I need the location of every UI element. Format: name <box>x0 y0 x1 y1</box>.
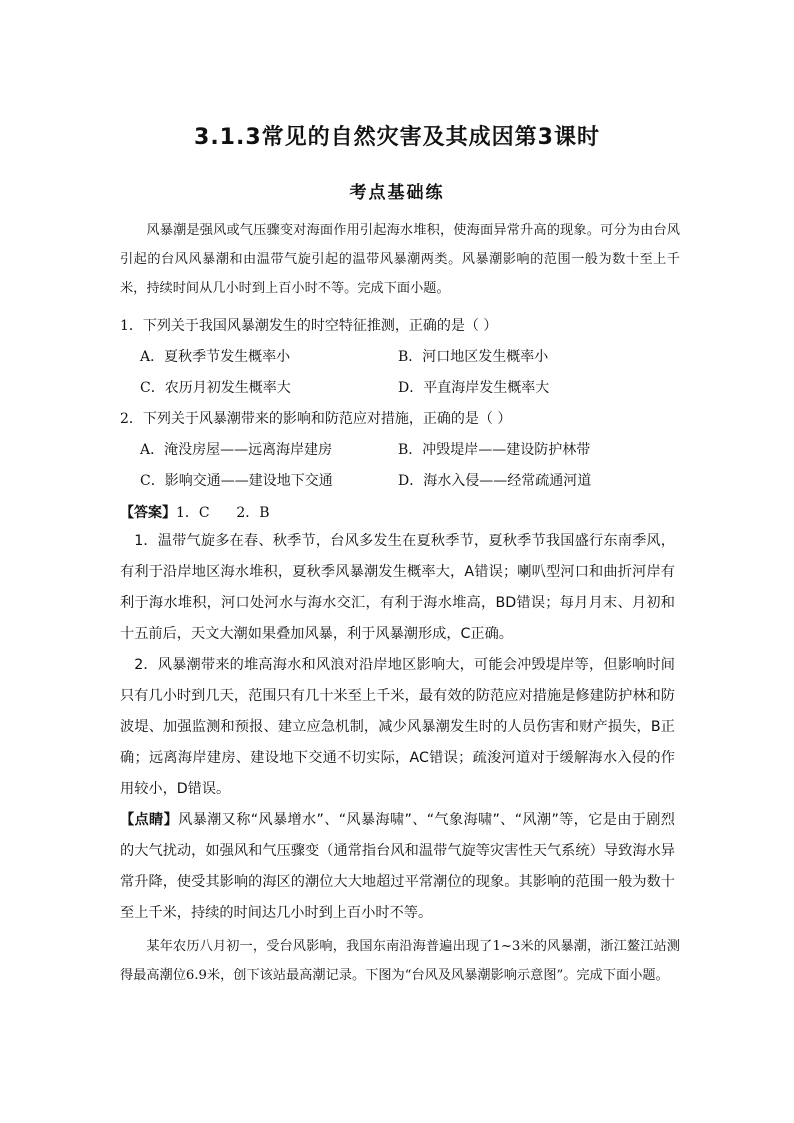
question-2-option-d: D．海水入侵——经常疏通河道 <box>398 473 592 489</box>
question-2-option-b: B．冲毁堤岸——建设防护林带 <box>398 442 591 458</box>
question-2-stem: 2．下列关于风暴潮带来的影响和防范应对措施，正确的是（ ） <box>120 411 512 427</box>
answer-label: 【答案】 <box>120 505 176 521</box>
question-1-stem: 1．下列关于我国风暴潮发生的时空特征推测，正确的是（ ） <box>120 318 498 334</box>
explanation-2: 2．风暴潮带来的堆高海水和风浪对沿岸地区影响大，可能会冲毁堤岸等，但影响时间只有几小时到几天，范围只有几十米至上千米，最有效的防范应对措施是修建防护林和防波堤、加强监测和预报、建立应急机制，减少风暴潮发生时的人员伤害和财产损失，B正确；远离海岸建房、建设地下交通不切实际，AC错误；疏浚河道对于缓解海水入侵的作用较小，D错误。 <box>120 657 675 797</box>
answer-text: 1．C 2．B <box>176 505 270 521</box>
question-1-option-c: C．农历月初发生概率大 <box>140 380 291 396</box>
section-subtitle: 考点基础练 <box>349 183 445 203</box>
explanation-1: 1．温带气旋多在春、秋季节，台风多发生在夏秋季节，夏秋季节我国盛行东南季风，有利于沿岸地区海水堆积，夏秋季风暴潮发生概率大，A错误；喇叭型河口和曲折河岸有利于海水堆积，河口处河水与海水交汇，有利于海水堆高，BD错误；每月月末、月初和十五前后，天文大潮如果叠加风暴，利于风暴潮形成，C正确。 <box>120 533 675 642</box>
reading-passage-2: 某年农历八月初一，受台风影响，我国东南沿海普遍出现了1~3米的风暴潮，浙江鳌江站测得最高潮位6.9米，创下该站最高潮记录。下图为“台风及风暴潮影响示意图”。完成下面小题。 <box>120 939 680 983</box>
question-2-option-c: C．影响交通——建设地下交通 <box>140 473 333 489</box>
key-point-label: 【点睛】 <box>120 812 179 828</box>
question-1-option-b: B．河口地区发生概率小 <box>398 349 549 365</box>
reading-passage-1: 风暴潮是强风或气压骤变对海面作用引起海水堆积，使海面异常升高的现象。可分为由台风引起的台风风暴潮和由温带气旋引起的温带风暴潮两类。风暴潮影响的范围一般为数十至上千米，持续时间从几小时到上百小时不等。完成下面小题。 <box>120 223 680 296</box>
key-point-paragraph <box>120 805 675 929</box>
question-2-option-a: A．淹没房屋——远离海岸建房 <box>140 442 333 458</box>
key-point-text: 风暴潮又称“风暴增水”、“风暴海啸”、“气象海啸”、“风潮”等，它是由于剧烈的大气扰动，如强风和气压骤变（通常指台风和温带气旋等灾害性天气系统）导致海水异常升降，使受其影响的海区的潮位大大地超过平常潮位的现象。其影响的范围一般为数十至上千米，持续的时间达几小时到上百小时不等。 <box>120 812 675 921</box>
question-1-option-a: A．夏秋季节发生概率小 <box>140 349 291 365</box>
page-title: 3.1.3常见的自然灾害及其成因第3课时 <box>194 125 600 150</box>
answer-line <box>120 503 270 523</box>
question-1-option-d: D．平直海岸发生概率大 <box>398 380 550 396</box>
